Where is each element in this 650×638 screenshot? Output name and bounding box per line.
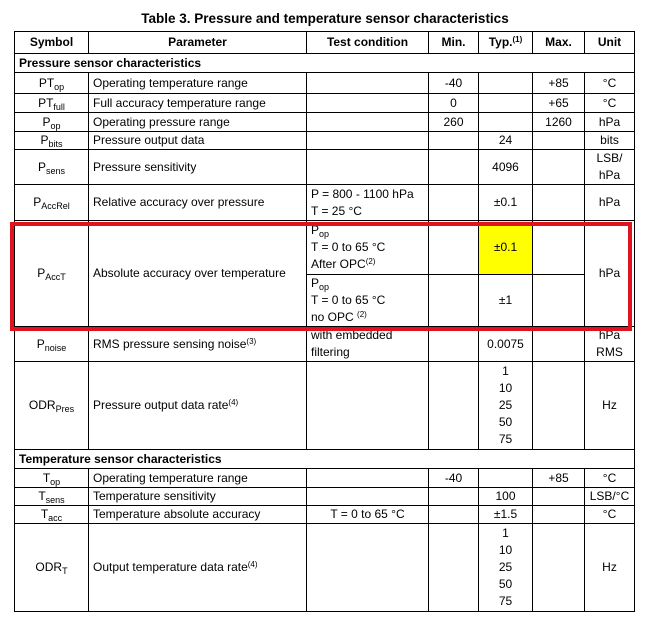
max-cell — [533, 150, 585, 185]
condition-cell — [307, 132, 429, 150]
max-cell — [533, 132, 585, 150]
header-row — [15, 32, 635, 54]
symbol: PT — [38, 95, 54, 110]
parameter-cell: Absolute accuracy over temperature — [89, 221, 307, 327]
condition-cell — [307, 73, 429, 94]
symbol: T — [40, 507, 49, 521]
parameter-cell: Pressure output data — [89, 132, 307, 150]
parameter-cell: Operating temperature range — [89, 469, 307, 488]
parameter-cell: Temperature sensitivity — [89, 488, 307, 506]
min-cell — [429, 327, 479, 362]
header-unit: Unit — [585, 32, 635, 54]
header-max: Max. — [533, 32, 585, 54]
typ-cell: ±0.1 — [479, 185, 533, 221]
typ-cell: ±1 — [479, 275, 533, 327]
parameter-cell: Operating pressure range — [89, 113, 307, 132]
condition-cell — [307, 524, 429, 612]
header-typ-label: Typ. — [488, 35, 513, 49]
table-row — [15, 469, 635, 488]
table-row — [15, 113, 635, 132]
max-cell — [533, 221, 585, 275]
parameter-cell — [89, 524, 307, 612]
min-cell: 260 — [429, 113, 479, 132]
symbol-subscript: op — [50, 120, 61, 131]
table-row — [15, 132, 635, 150]
condition-line: filtering — [311, 345, 350, 359]
unit-cell: hPa — [585, 221, 635, 327]
unit-cell: °C — [585, 506, 635, 524]
header-symbol: Symbol — [15, 32, 89, 54]
min-cell — [429, 185, 479, 221]
symbol: P — [40, 133, 49, 147]
table-row — [15, 73, 635, 94]
table-row — [15, 506, 635, 524]
min-cell — [429, 362, 479, 450]
footnote-ref: (3) — [246, 336, 257, 346]
condition-line: T = 25 °C — [311, 203, 362, 218]
condition-symbol: P — [311, 223, 320, 237]
min-cell: 0 — [429, 94, 479, 113]
parameter-cell: Operating temperature range — [89, 73, 307, 94]
condition-line: P = 800 - 1100 hPa — [311, 186, 414, 201]
symbol-cell — [15, 327, 89, 362]
typ-cell — [479, 524, 533, 612]
condition-line: T = 0 to 65 °C — [311, 293, 386, 307]
footnote-ref: (4) — [228, 398, 239, 407]
typ-cell — [479, 113, 533, 132]
condition-text: no OPC — [311, 310, 354, 324]
condition-cell: T = 0 to 65 °C — [307, 506, 429, 524]
min-cell: -40 — [429, 73, 479, 94]
symbol-cell — [15, 524, 89, 612]
rate-value: 50 — [498, 415, 513, 429]
symbol-cell — [15, 185, 89, 221]
symbol-subscript: op — [54, 81, 65, 92]
symbol-subscript: sens — [45, 495, 65, 505]
typ-cell: ±1.5 — [479, 506, 533, 524]
rate-value: 25 — [498, 560, 513, 574]
parameter-cell — [89, 327, 307, 362]
condition-cell — [307, 469, 429, 488]
min-cell — [429, 221, 479, 275]
max-cell — [533, 488, 585, 506]
unit-cell: Hz — [585, 524, 635, 612]
typ-cell — [479, 362, 533, 450]
unit-line: LSB/ — [596, 151, 623, 165]
typ-cell: 100 — [479, 488, 533, 506]
symbol: PT — [38, 75, 55, 90]
max-cell — [533, 362, 585, 450]
condition-line — [311, 309, 424, 326]
table-row — [15, 94, 635, 113]
condition-line: with embedded — [311, 328, 393, 342]
parameter-cell: Temperature absolute accuracy — [89, 506, 307, 524]
max-cell: +65 — [533, 94, 585, 113]
table-title: Table 3. Pressure and temperature sensor characteristics — [141, 11, 509, 26]
footnote-ref: (4) — [247, 560, 258, 569]
symbol: P — [42, 114, 51, 129]
symbol-subscript: acc — [48, 513, 63, 523]
symbol-subscript: sens — [46, 165, 66, 176]
rate-value: 25 — [498, 398, 513, 412]
condition-symbol: P — [311, 276, 320, 290]
min-cell — [429, 150, 479, 185]
typ-cell-highlighted: ±0.1 — [479, 221, 533, 275]
symbol-subscript: AccRel — [41, 201, 70, 211]
condition-text: After OPC — [311, 257, 366, 271]
rate-value: 50 — [498, 577, 513, 591]
table-row — [15, 327, 635, 362]
condition-line — [311, 256, 424, 273]
condition-line — [311, 222, 424, 239]
min-cell — [429, 524, 479, 612]
unit-cell: hPa — [585, 185, 635, 221]
symbol-cell — [15, 362, 89, 450]
condition-subscript: op — [319, 282, 330, 292]
min-cell — [429, 132, 479, 150]
rate-value: 10 — [498, 543, 513, 557]
unit-cell: hPa — [585, 113, 635, 132]
unit-cell: LSB/°C — [585, 488, 635, 506]
condition-line: T = 0 to 65 °C — [311, 240, 386, 254]
condition-cell — [307, 275, 429, 327]
table-row — [15, 221, 635, 275]
unit-line: RMS — [596, 345, 623, 359]
condition-line — [311, 275, 424, 292]
symbol-cell — [15, 506, 89, 524]
max-cell — [533, 327, 585, 362]
max-cell — [533, 524, 585, 612]
max-cell: +85 — [533, 469, 585, 488]
symbol: T — [42, 470, 51, 485]
parameter-cell: Pressure sensitivity — [89, 150, 307, 185]
symbol-cell — [15, 221, 89, 327]
symbol: P — [36, 336, 45, 351]
typ-cell — [479, 73, 533, 94]
max-cell — [533, 185, 585, 221]
symbol-cell — [15, 132, 89, 150]
symbol-subscript: bits — [48, 139, 63, 149]
unit-cell: °C — [585, 469, 635, 488]
symbol: P — [33, 195, 42, 209]
typ-cell — [479, 94, 533, 113]
header-min: Min. — [429, 32, 479, 54]
rate-value: 10 — [498, 381, 513, 395]
condition-cell — [307, 113, 429, 132]
symbol-cell — [15, 469, 89, 488]
footnote-ref: (2) — [365, 257, 376, 266]
table-row — [15, 362, 635, 450]
section-row-temperature — [15, 450, 635, 469]
symbol: ODR — [35, 560, 63, 574]
condition-cell — [307, 150, 429, 185]
symbol-subscript: T — [62, 566, 68, 576]
section-row-pressure — [15, 54, 635, 73]
condition-cell — [307, 94, 429, 113]
symbol-cell — [15, 150, 89, 185]
rate-value: 1 — [502, 526, 509, 540]
symbol-subscript: op — [50, 476, 61, 487]
unit-cell: °C — [585, 94, 635, 113]
min-cell: -40 — [429, 469, 479, 488]
unit-cell — [585, 150, 635, 185]
max-cell: +85 — [533, 73, 585, 94]
symbol: P — [37, 159, 46, 174]
header-typ-note: (1) — [512, 35, 523, 44]
condition-cell — [307, 362, 429, 450]
sensor-characteristics-table — [14, 31, 635, 612]
symbol: T — [38, 489, 46, 503]
symbol-subscript: noise — [44, 342, 67, 353]
symbol-cell — [15, 113, 89, 132]
table-row — [15, 150, 635, 185]
symbol: P — [37, 266, 46, 280]
parameter-cell: Full accuracy temperature range — [89, 94, 307, 113]
section-title-pressure: Pressure sensor characteristics — [15, 54, 635, 73]
unit-cell: bits — [585, 132, 635, 150]
rate-value: 1 — [502, 364, 509, 378]
condition-subscript: op — [319, 229, 330, 239]
typ-cell: 0.0075 — [479, 327, 533, 362]
unit-cell — [585, 327, 635, 362]
header-test-condition: Test condition — [307, 32, 429, 54]
table-row — [15, 488, 635, 506]
unit-cell: Hz — [585, 362, 635, 450]
max-cell: 1260 — [533, 113, 585, 132]
header-parameter: Parameter — [89, 32, 307, 54]
typ-cell — [479, 469, 533, 488]
parameter-text: Pressure output data rate — [93, 398, 229, 412]
parameter-cell — [89, 362, 307, 450]
unit-line: hPa — [598, 168, 621, 182]
symbol-subscript: Pres — [55, 404, 75, 414]
rate-value: 75 — [498, 432, 513, 446]
rate-value: 75 — [498, 594, 513, 608]
footnote-ref: (2) — [357, 310, 367, 319]
unit-cell: °C — [585, 73, 635, 94]
parameter-text: Output temperature data rate — [93, 560, 248, 574]
symbol-subscript: AccT — [45, 272, 66, 282]
condition-cell — [307, 488, 429, 506]
header-typ — [479, 32, 533, 54]
parameter-text: RMS pressure sensing noise — [93, 336, 247, 351]
section-title-temperature: Temperature sensor characteristics — [15, 450, 635, 469]
max-cell — [533, 275, 585, 327]
min-cell — [429, 506, 479, 524]
condition-cell — [307, 221, 429, 275]
condition-cell — [307, 327, 429, 362]
min-cell — [429, 275, 479, 327]
symbol-cell — [15, 488, 89, 506]
typ-cell: 4096 — [479, 150, 533, 185]
min-cell — [429, 488, 479, 506]
unit-line: hPa — [598, 328, 621, 342]
symbol-cell — [15, 73, 89, 94]
table-row — [15, 524, 635, 612]
symbol-cell — [15, 94, 89, 113]
typ-cell: 24 — [479, 132, 533, 150]
condition-cell — [307, 185, 429, 221]
table-row — [15, 185, 635, 221]
symbol-subscript: full — [53, 101, 65, 112]
symbol: ODR — [28, 398, 56, 412]
max-cell — [533, 506, 585, 524]
parameter-cell: Relative accuracy over pressure — [89, 185, 307, 221]
